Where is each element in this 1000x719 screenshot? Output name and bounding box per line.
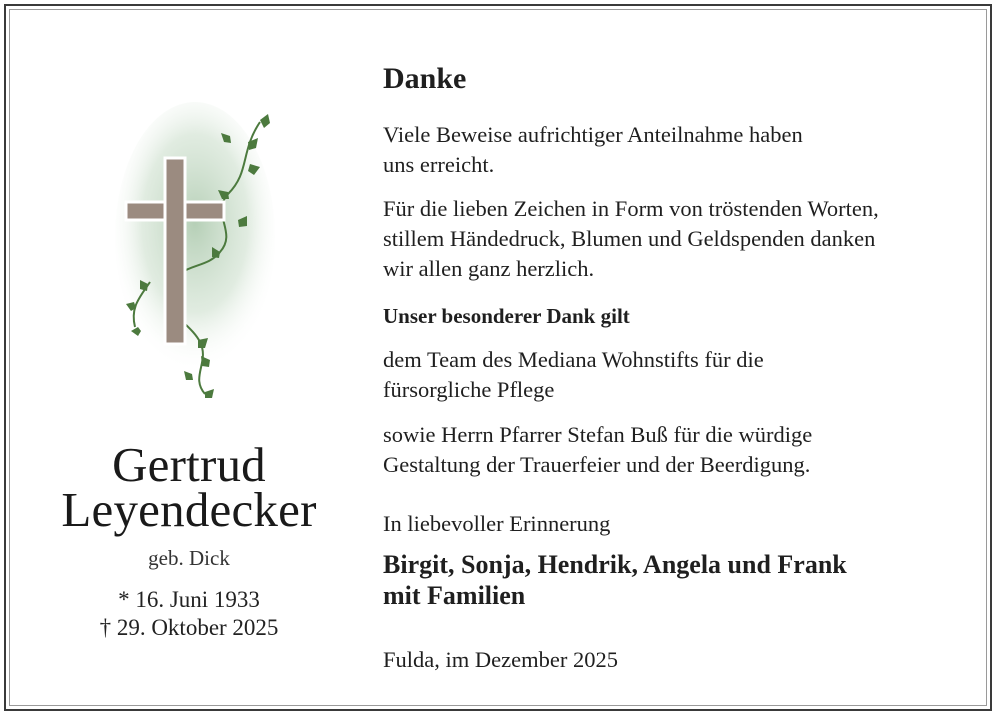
deceased-name — [24, 437, 354, 537]
special-thanks-heading: Unser besonderer Dank gilt — [383, 304, 630, 328]
paragraph-thanks: Für die lieben Zeichen in Form von tröstenden Worten, stillem Händedruck, Blumen und Geldspenden danken wir allen ganz herzlich. — [383, 196, 879, 281]
signers-line-2: mit Familien — [383, 581, 526, 610]
paragraph-condolences: Viele Beweise aufrichtiger Anteilnahme haben uns erreicht. — [383, 122, 803, 177]
deceased-first-name: Gertrud — [112, 437, 266, 492]
signers — [383, 549, 973, 611]
birth-date: * 16. Juni 1933 — [118, 587, 260, 612]
maiden-name: geb. Dick — [148, 546, 230, 570]
cross-with-ivy-icon — [110, 102, 290, 402]
death-date: † 29. Oktober 2025 — [99, 615, 279, 640]
deceased-last-name: Leyendecker — [61, 482, 317, 537]
life-dates — [24, 586, 354, 642]
paragraph-care-team: dem Team des Mediana Wohnstifts für die fürsorgliche Pflege — [383, 347, 764, 402]
place-and-date: Fulda, im Dezember 2025 — [383, 647, 618, 672]
notice-title: Danke — [383, 62, 467, 95]
paragraph-pastor: sowie Herrn Pfarrer Stefan Buß für die würdige Gestaltung der Trauerfeier und der Beerdigung. — [383, 422, 813, 477]
closing-line: In liebevoller Erinnerung — [383, 511, 611, 536]
obituary-frame — [4, 4, 992, 711]
signers-line-1: Birgit, Sonja, Hendrik, Angela und Frank — [383, 550, 847, 579]
